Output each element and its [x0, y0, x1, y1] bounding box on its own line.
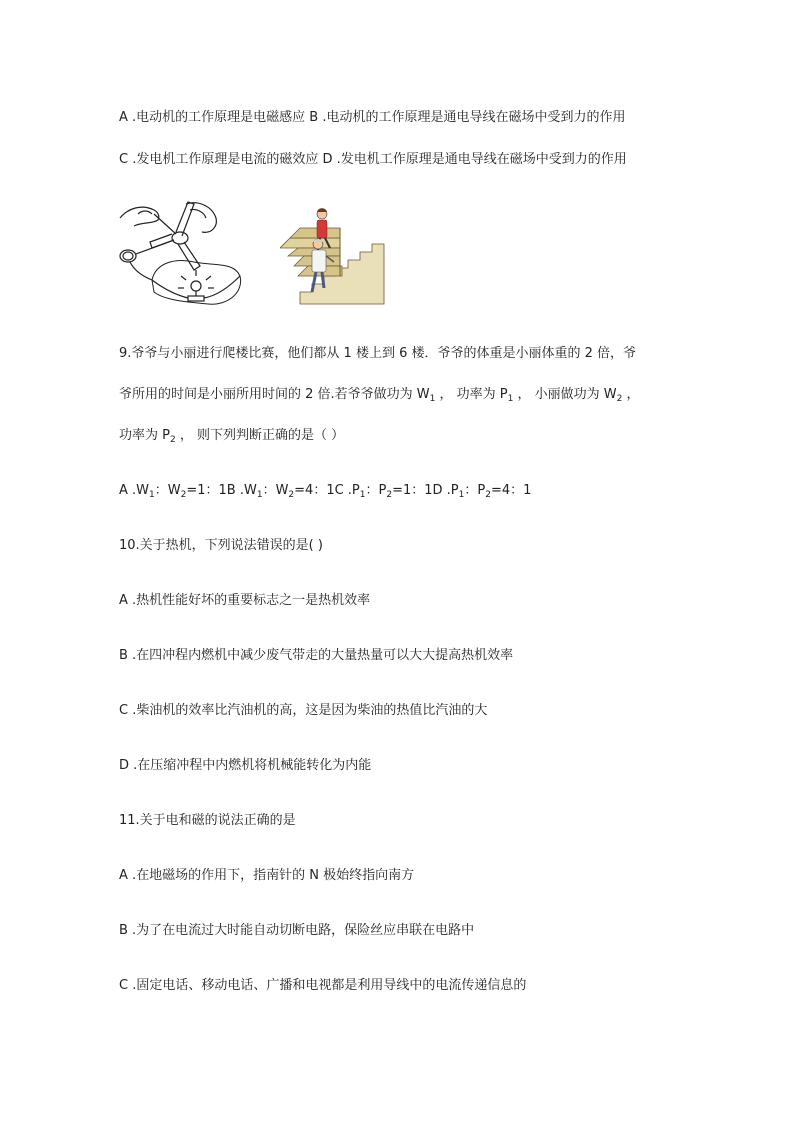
q10-option-d: D .在压缩冲程中内燃机将机械能转化为内能 [119, 758, 372, 773]
generator-figure [116, 196, 244, 310]
q10-option-c: C .柴油机的效率比汽油机的高，这是因为柴油的热值比汽油的大 [119, 703, 488, 718]
q11-option-a: A .在地磁场的作用下，指南针的 N 极始终指向南方 [119, 868, 415, 883]
q8-option-line-ab: A .电动机的工作原理是电磁感应 B .电动机的工作原理是通电导线在磁场中受到力的作用 [119, 110, 626, 125]
q10-option-a: A .热机性能好坏的重要标志之一是热机效率 [119, 593, 371, 608]
q11-stem: 11.关于电和磁的说法正确的是 [119, 813, 296, 828]
q11-option-c: C .固定电话、移动电话、广播和电视都是利用导线中的电流传递信息的 [119, 978, 527, 993]
q9-stem-line-1: 9.爷爷与小丽进行爬楼比赛，他们都从 1 楼上到 6 楼．爷爷的体重是小丽体重的 2 倍，爷 [119, 346, 637, 361]
q10-stem: 10.关于热机，下列说法错误的是( ) [119, 538, 323, 553]
q10-option-b: B .在四冲程内燃机中减少废气带走的大量热量可以大大提高热机效率 [119, 648, 514, 663]
q9-stem-line-3: 功率为 $P_2$ ， 则下列判断正确的是（ ） [119, 428, 345, 445]
q9-stem-line-2: 爷所用的时间是小丽所用时间的 2 倍.若爷爷做功为 $W_1$ ， 功率为 $P_1$ ， 小丽做功为 $W_2$ ， [119, 387, 640, 404]
q8-option-line-cd: C .发电机工作原理是电流的磁效应 D .发电机工作原理是通电导线在磁场中受到力的作用 [119, 152, 627, 167]
stair-climbing-figure [280, 204, 390, 308]
q11-option-b: B .为了在电流过大时能自动切断电路，保险丝应串联在电路中 [119, 923, 475, 938]
q9-options: A $.W_1$：$W_2=1$：1B $.W_1$：$W_2=4$：1C $.P_1$：$P_2=1$：1D $.P_1$：$P_2=4$：1 [119, 483, 532, 500]
